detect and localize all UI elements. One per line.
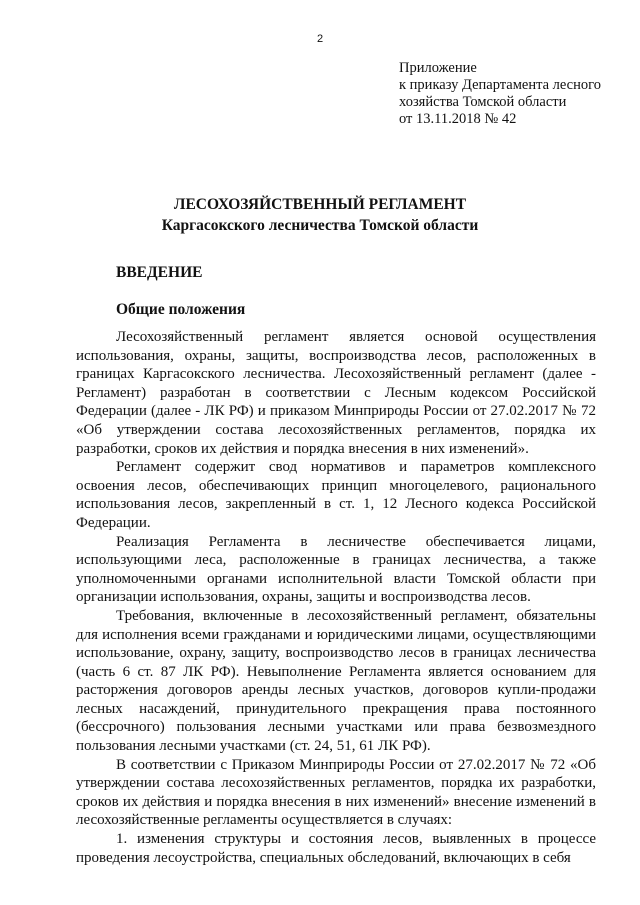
paragraph: В соответствии с Приказом Минприроды России от 27.02.2017 № 72 «Об утверждении состава лесохозяйственных регламентов, порядка их разработки, сроков их действия и порядка внесения в них изменений» внесение изменений в лесохозяйственные регламенты осуществляется в случаях: (76, 756, 596, 829)
appendix-line: Приложение (399, 60, 477, 76)
section-heading: ВВЕДЕНИЕ (116, 264, 203, 281)
document-subtitle: Каргасокского лесничества Томской области (161, 217, 479, 234)
appendix-line: от 13.11.2018 № 42 (399, 111, 517, 127)
paragraph: Требования, включенные в лесохозяйственный регламент, обязательны для исполнения всеми гражданами и юридическими лицами, осуществляющими использование, охрану, защиту, воспроизводство лесов в границах лесничества (часть 6 ст. 87 ЛК РФ). Невыполнение Регламента является основанием для расторжения договоров аренды лесных участков, договоров купли-продажи лесных насаждений, принудительного прекращения права постоянного (бессрочного) пользования лесными участками или права безвозмездного пользования лесными участками (ст. 24, 51, 61 ЛК РФ). (76, 607, 596, 755)
appendix-line: к приказу Департамента лесного (399, 77, 601, 93)
body-text (76, 328, 596, 867)
paragraph: Лесохозяйственный регламент является основой осуществления использования, охраны, защиты, воспроизводства лесов, расположенных в границах Каргасокского лесничества. Лесохозяйственный регламент (далее - Регламент) разработан в соответствии с Лесным кодексом Российской Федерации (далее - ЛК РФ) и приказом Минприроды России от 27.02.2017 № 72 «Об утверждении состава лесохозяйственных регламентов, порядка их разработки, сроков их действия и порядка внесения в них изменений». (76, 329, 596, 457)
appendix-line: хозяйства Томской области (399, 94, 567, 110)
paragraph: 1. изменения структуры и состояния лесов, выявленных в процессе проведения лесоустройства, специальных обследований, включающих в себя (76, 831, 596, 866)
subsection-heading: Общие положения (116, 301, 246, 318)
paragraph: Регламент содержит свод нормативов и параметров комплексного освоения лесов, обеспечивающих принцип многоцелевого, рационального использования лесов, закрепленный в ст. 1, 12 Лесного кодекса Российской Федерации. (76, 459, 596, 531)
paragraph: Реализация Регламента в лесничестве обеспечивается лицами, использующими леса, расположенные в границах лесничества, а также уполномоченными органами исполнительной власти Томской области при организации использования, охраны, защиты и воспроизводства лесов. (76, 533, 596, 606)
page-number: 2 (316, 33, 324, 45)
appendix-block (399, 60, 619, 128)
document-title: ЛЕСОХОЗЯЙСТВЕННЫЙ РЕГЛАМЕНТ (173, 196, 467, 213)
